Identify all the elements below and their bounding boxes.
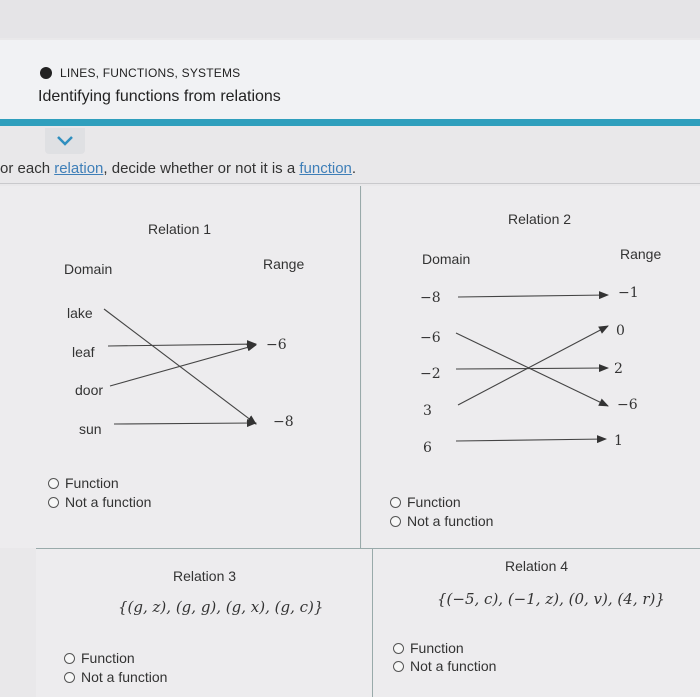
relation3-title: Relation 3: [173, 568, 237, 584]
relation1-range-label: Range: [263, 256, 305, 272]
instruction-suffix: .: [351, 160, 357, 177]
relation1-range-item: −6: [266, 337, 287, 353]
relation2-arrow: [456, 333, 608, 406]
radio-label: Not a function: [65, 494, 152, 510]
radio-label: Function: [81, 650, 135, 666]
relation4-title: Relation 4: [505, 558, 569, 574]
relation1-arrow: [114, 423, 256, 424]
radio-label: Function: [410, 640, 464, 656]
relation1-domain-item: lake: [67, 305, 93, 321]
radio-label: Function: [65, 475, 119, 491]
radio-label: Not a function: [81, 669, 168, 685]
relation2-range-item: 2: [614, 361, 623, 377]
radio-label: Function: [407, 494, 461, 510]
relation-link[interactable]: relation: [54, 160, 104, 177]
instruction-prefix: or each: [0, 160, 55, 177]
relation1-title: Relation 1: [148, 221, 212, 237]
function-link[interactable]: function: [299, 160, 352, 177]
instruction-middle: , decide whether or not it is a: [103, 160, 300, 177]
relation1-domain-item: door: [75, 382, 104, 398]
relation1-arrow: [108, 344, 256, 346]
radio-label: Not a function: [410, 658, 497, 674]
relation2-range-item: −1: [618, 285, 639, 301]
radio-label: Not a function: [407, 513, 494, 529]
relation2-range-item: 0: [616, 323, 625, 339]
relation4-set: {(−5, c), (−1, z), (0, v), (4, r)}: [437, 590, 665, 608]
relation2-title: Relation 2: [508, 211, 572, 227]
relation3-set: {(g, z), (g, g), (g, x), (g, c)}: [118, 598, 324, 616]
relation2-arrow: [456, 439, 606, 441]
relation2-domain-item: −8: [420, 290, 441, 306]
topic-label: LINES, FUNCTIONS, SYSTEMS: [60, 66, 241, 80]
relation2-domain-item: −2: [420, 366, 441, 382]
relation2-domain-label: Domain: [422, 251, 471, 267]
relation2-domain-item: −6: [420, 330, 441, 346]
relation2-range-item: −6: [617, 397, 638, 413]
relation2-domain-item: 6: [423, 440, 432, 456]
page-title: Identifying functions from relations: [38, 88, 281, 105]
relation1-domain-item: sun: [79, 421, 102, 437]
relation2-domain-item: 3: [423, 403, 432, 419]
relation1-arrow: [110, 345, 256, 386]
relation2-arrow: [458, 326, 608, 405]
relation1-domain-item: leaf: [72, 344, 95, 360]
relation1-range-item: −8: [273, 414, 294, 430]
relation1-domain-label: Domain: [64, 261, 113, 277]
relation2-arrow: [456, 368, 608, 369]
relation2-range-item: 1: [614, 433, 623, 449]
relation2-range-label: Range: [620, 246, 662, 262]
relation2-arrow: [458, 295, 608, 297]
